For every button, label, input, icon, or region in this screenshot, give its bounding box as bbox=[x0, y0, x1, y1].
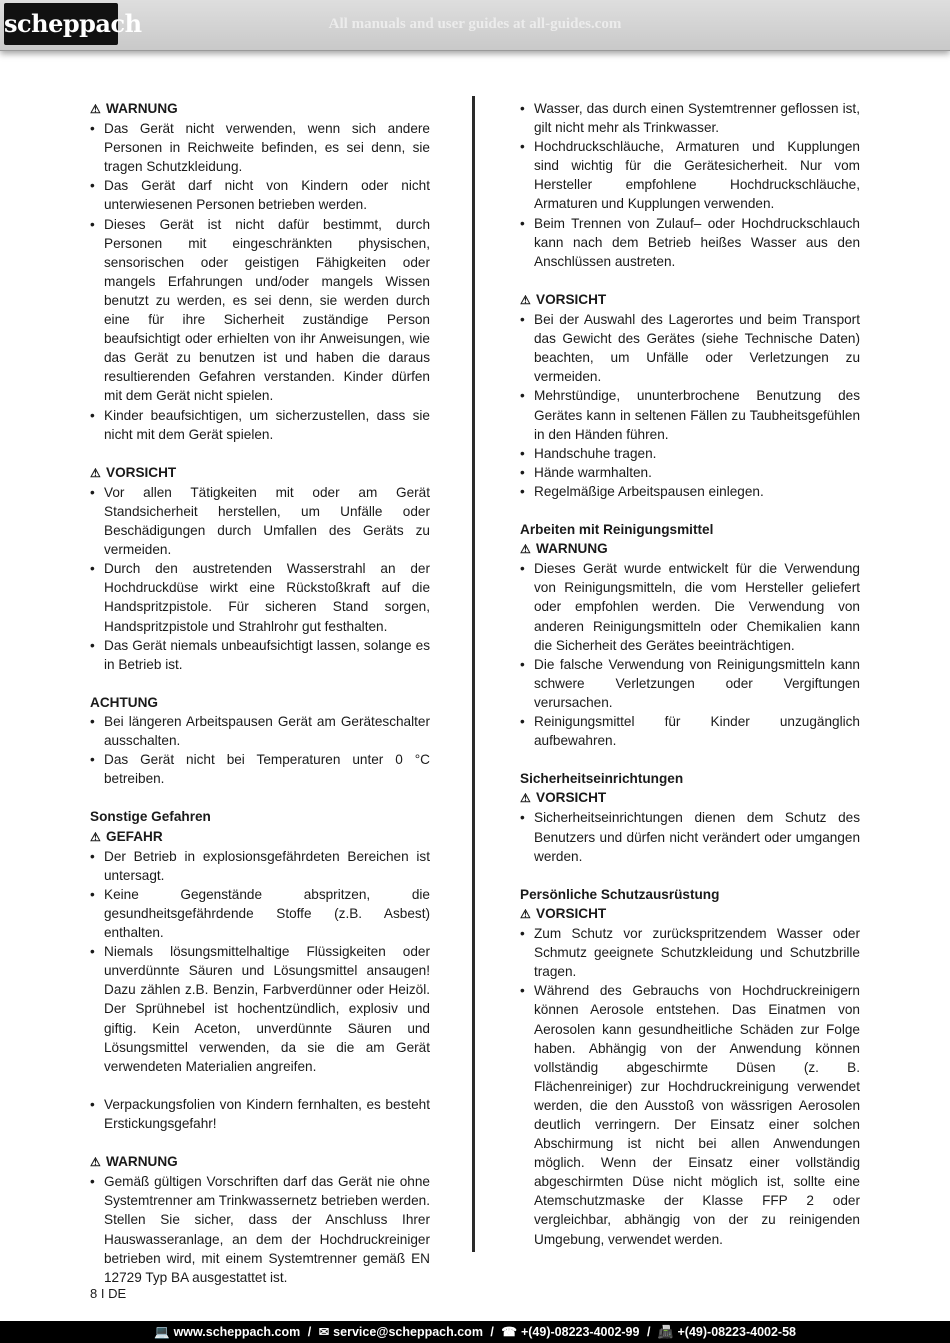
warning-triangle-icon: ⚠ bbox=[90, 465, 101, 480]
warning-triangle-icon: ⚠ bbox=[90, 1155, 101, 1170]
warning-triangle-icon: ⚠ bbox=[520, 542, 531, 557]
caution-heading: ⚠ VORSICHT bbox=[90, 463, 430, 483]
danger-heading: ⚠ GEFAHR bbox=[90, 827, 430, 847]
list-item: • Hochdruckschläuche, Armaturen und Kupplungen sind wichtig für die Gerätesicherheit. Nur vom Hersteller empfohlene Hochdruckschläuche, Armaturen und Kupplungen verwenden. bbox=[520, 137, 860, 213]
fax-icon: 📠 bbox=[657, 1325, 674, 1339]
warning-list bbox=[90, 119, 430, 444]
continued-list bbox=[520, 99, 860, 271]
packaging-list bbox=[90, 1095, 430, 1133]
phone-icon: ☎ bbox=[501, 1325, 517, 1339]
warning-heading: ⚠ WARNUNG bbox=[90, 1152, 430, 1172]
list-item: • Dieses Gerät wurde entwickelt für die Verwendung von Reinigungsmitteln, die vom Hersteller geliefert oder empfohlen werden. Die Verwendung von anderen Reinigungsmitteln oder Chemikalien kann die Sicherheit des Gerätes beeinträchtigen. bbox=[520, 559, 860, 654]
list-item: • Das Gerät niemals unbeaufsichtigt lassen, solange es in Betrieb ist. bbox=[90, 636, 430, 674]
list-item: • Niemals lösungsmittelhaltige Flüssigkeiten oder unverdünnte Säuren und Lösungsmittel ansaugen! Dazu zählen z.B. Benzin, Farbverdünner oder Heizöl. Der Sprühnebel ist hochentzündlich, explosiv und giftig. Kein Aceton, unverdünnte Säuren und Lösungsmittel verwenden, da sie die am Gerät verwendeten Materialien angreifen. bbox=[90, 942, 430, 1076]
footer-fax: +(49)-08223-4002-58 bbox=[677, 1325, 796, 1339]
right-column bbox=[520, 99, 860, 1249]
computer-icon: 💻 bbox=[154, 1325, 170, 1339]
list-item: • Das Gerät nicht verwenden, wenn sich andere Personen in Reichweite befinden, es sei denn, sie tragen Schutzkleidung. bbox=[90, 119, 430, 176]
section-heading: Persönliche Schutzausrüstung bbox=[520, 886, 720, 902]
caution-list bbox=[520, 310, 860, 501]
list-item: • Gemäß gültigen Vorschriften darf das Gerät nie ohne Systemtrenner am Trinkwassernetz betrieben werden. Stellen Sie sicher, dass der Anschluss Ihrer Hauswasseranlage, an dem der Hochdruckreiniger betrieben wird, mit einem Systemtrenner gemäß EN 12729 Typ BA ausgestattet ist. bbox=[90, 1172, 430, 1287]
warning-triangle-icon: ⚠ bbox=[90, 829, 101, 844]
warning-triangle-icon: ⚠ bbox=[520, 791, 531, 806]
list-item: • Hände warmhalten. bbox=[520, 463, 860, 482]
page-number: 8 I DE bbox=[90, 1286, 127, 1301]
caution-list bbox=[520, 808, 860, 865]
list-item: • Handschuhe tragen. bbox=[520, 444, 860, 463]
warning-list bbox=[90, 1172, 430, 1287]
list-item: • Sicherheitseinrichtungen dienen dem Schutz des Benutzers und dürfen nicht verändert oder umgangen werden. bbox=[520, 808, 860, 865]
list-item: • Reinigungsmittel für Kinder unzugänglich aufbewahren. bbox=[520, 712, 860, 750]
attention-heading: ACHTUNG bbox=[90, 694, 158, 710]
list-item: • Wasser, das durch einen Systemtrenner geflossen ist, gilt nicht mehr als Trinkwasser. bbox=[520, 99, 860, 137]
separator: / bbox=[646, 1325, 651, 1339]
warning-heading: ⚠ WARNUNG bbox=[520, 539, 860, 559]
section-heading: Arbeiten mit Reinigungsmittel bbox=[520, 522, 714, 538]
footer-web: www.scheppach.com bbox=[173, 1325, 301, 1339]
footer-email: service@scheppach.com bbox=[333, 1325, 483, 1339]
column-divider bbox=[472, 96, 475, 1252]
list-item: • Verpackungsfolien von Kindern fernhalten, es besteht Erstickungsgefahr! bbox=[90, 1095, 430, 1133]
caution-heading: ⚠ VORSICHT bbox=[520, 290, 860, 310]
watermark-text: All manuals and user guides at all-guides.com bbox=[328, 16, 622, 32]
separator: / bbox=[307, 1325, 312, 1339]
list-item: • Bei längeren Arbeitspausen Gerät am Geräteschalter ausschalten. bbox=[90, 712, 430, 750]
mail-icon: ✉ bbox=[318, 1325, 330, 1339]
list-item: • Zum Schutz vor zurückspritzendem Wasser oder Schmutz geeignete Schutzkleidung und Schutzbrille tragen. bbox=[520, 924, 860, 981]
caution-heading: ⚠ VORSICHT bbox=[520, 788, 860, 808]
warning-triangle-icon: ⚠ bbox=[90, 102, 101, 116]
warning-heading: ⚠ WARNUNG bbox=[90, 99, 430, 119]
list-item: • Beim Trennen von Zulauf– oder Hochdruckschlauch kann nach dem Betrieb heißes Wasser aus den Anschlüssen austreten. bbox=[520, 214, 860, 271]
footer-phone: +(49)-08223-4002-99 bbox=[520, 1325, 640, 1339]
list-item: • Das Gerät nicht bei Temperaturen unter 0 °C betreiben. bbox=[90, 750, 430, 788]
caution-heading: ⚠ VORSICHT bbox=[520, 904, 860, 924]
section-heading: Sonstige Gefahren bbox=[90, 809, 211, 825]
list-item: • Vor allen Tätigkeiten mit oder am Gerät Standsicherheit herstellen, um Unfälle oder Beschädigungen durch Umfallen des Geräts zu vermeiden. bbox=[90, 483, 430, 559]
left-column bbox=[90, 99, 430, 1287]
separator: / bbox=[490, 1325, 494, 1339]
attention-list bbox=[90, 712, 430, 788]
scheppach-logo: scheppach bbox=[4, 3, 118, 45]
list-item: • Bei der Auswahl des Lagerortes und beim Transport das Gewicht des Gerätes (siehe Technische Daten) beachten, um Unfälle oder Verletzungen zu vermeiden. bbox=[520, 310, 860, 386]
warning-triangle-icon: ⚠ bbox=[520, 906, 531, 921]
header-bar bbox=[0, 0, 950, 51]
warning-triangle-icon: ⚠ bbox=[520, 292, 531, 307]
list-item: • Mehrstündige, ununterbrochene Benutzung des Gerätes kann in seltenen Fällen zu Taubheitsgefühlen in den Händen führen. bbox=[520, 386, 860, 443]
danger-list bbox=[90, 847, 430, 1076]
warning-list bbox=[520, 559, 860, 750]
list-item: • Durch den austretenden Wasserstrahl an der Hochdruckdüse wirkt eine Rückstoßkraft auf die Handspritzpistole. Für sicheren Stand sorgen, Handspritzpistole und Strahlrohr gut festhalten. bbox=[90, 559, 430, 635]
caution-list bbox=[520, 924, 860, 1249]
list-item: • Der Betrieb in explosionsgefährdeten Bereichen ist untersagt. bbox=[90, 847, 430, 885]
list-item: • Dieses Gerät ist nicht dafür bestimmt, durch Personen mit eingeschränkten physischen, sensorischen oder geistigen Fähigkeiten oder mangels Erfahrungen und/oder mangels Wissen benutzt zu werden, es sei denn, sie werden durch eine für ihre Sicherheit zuständige Person beaufsichtigt oder erhielten von ihr Anweisungen, wie das Gerät zu benutzen ist und haben die daraus resultierenden Gefahren verstanden. Kinder dürfen mit dem Gerät nicht spielen. bbox=[90, 215, 430, 406]
list-item: • Keine Gegenstände abspritzen, die gesundheitsgefährdende Stoffe (z.B. Asbest) enthalten. bbox=[90, 885, 430, 942]
caution-list bbox=[90, 483, 430, 674]
list-item: • Während des Gebrauchs von Hochdruckreinigern können Aerosole entstehen. Das Einatmen von Aerosolen kann gesundheitliche Schäden zur Folge haben. Abhängig von der Anwendung können vollständig abgeschirmte Düsen (z. B. Flächenreiniger) zur Hochdruckreinigung verwendet werden, die den Ausstoß von wässrigen Aerosolen deutlich verringern. Der Einsatz einer solchen Abschirmung ist nicht bei allen Anwendungen möglich. Wenn der Einsatz einer vollständig abgeschirmten Düse nicht möglich ist, sollte eine Atemschutzmaske der Klasse FFP 2 oder vergleichbar, abhängig von der zu reinigenden Umgebung, verwendet werden. bbox=[520, 981, 860, 1248]
list-item: • Die falsche Verwendung von Reinigungsmitteln kann schwere Verletzungen oder Vergiftungen verursachen. bbox=[520, 655, 860, 712]
list-item: • Das Gerät darf nicht von Kindern oder nicht unterwiesenen Personen betrieben werden. bbox=[90, 176, 430, 214]
section-heading: Sicherheitseinrichtungen bbox=[520, 771, 684, 787]
list-item: • Regelmäßige Arbeitspausen einlegen. bbox=[520, 482, 860, 501]
footer-bar bbox=[0, 1321, 950, 1343]
list-item: • Kinder beaufsichtigen, um sicherzustellen, dass sie nicht mit dem Gerät spielen. bbox=[90, 406, 430, 444]
